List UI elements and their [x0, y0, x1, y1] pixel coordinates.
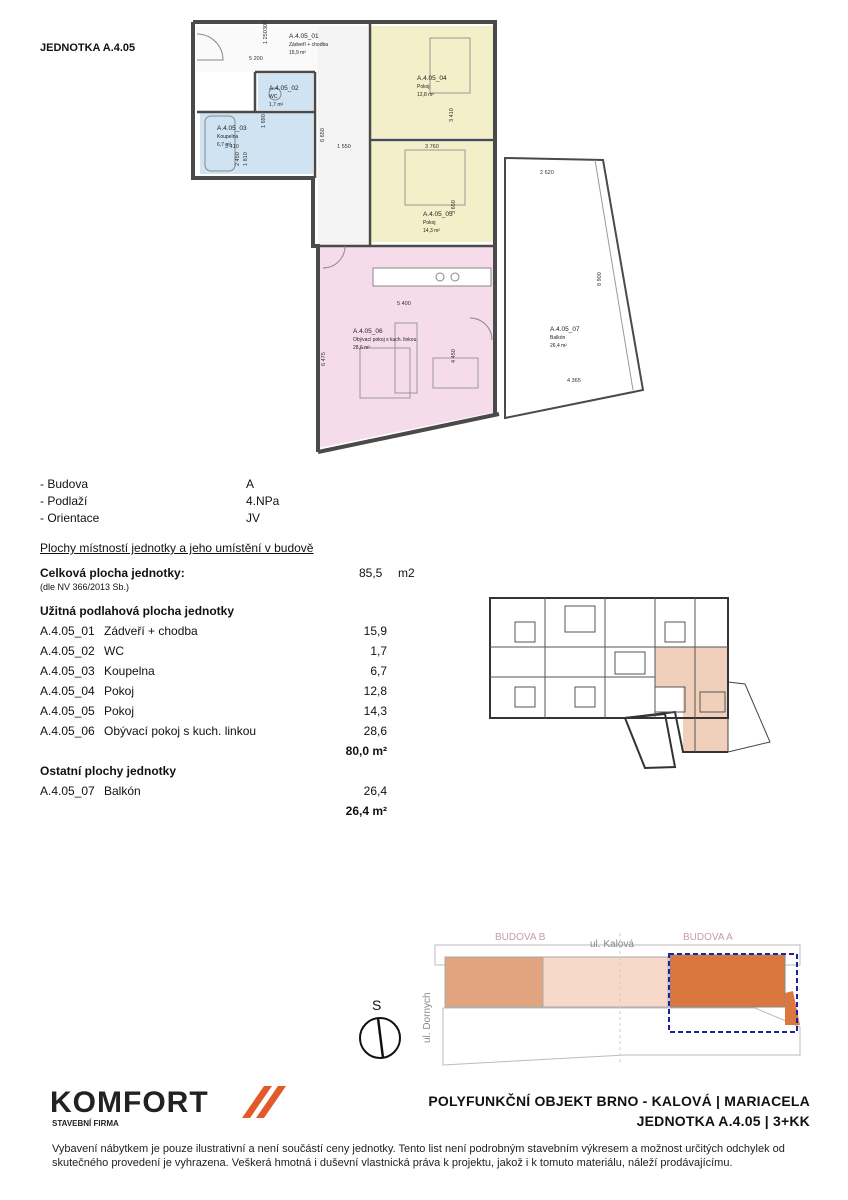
room-04-name: Pokoj	[417, 84, 430, 90]
dim-label: 6 650	[320, 128, 326, 142]
room-05-area: 14,3 m²	[423, 228, 440, 234]
area-row	[40, 684, 420, 704]
other-heading: Ostatní plochy jednotky	[40, 764, 177, 778]
dim-label: 1 250	[263, 30, 269, 44]
room-07-name: Balkón	[550, 335, 566, 341]
dim-label: 5 400	[397, 301, 411, 307]
dim-label: 4 365	[567, 378, 581, 384]
area-row-value: 12,8	[363, 684, 387, 698]
dim-label: 3 410	[225, 144, 239, 150]
area-row	[40, 724, 420, 744]
info-row-building: - Budova A	[40, 477, 255, 491]
area-row-value: 14,3	[363, 704, 387, 718]
usable-sum: 80,0 m²	[345, 744, 387, 758]
area-row	[40, 784, 420, 804]
wc-area	[258, 74, 313, 110]
room-06-name: Obývací pokoj s kuch. linkou	[353, 337, 417, 343]
room-02-area: 1,7 m²	[269, 102, 284, 108]
street-kalova-label: ul. Kalová	[590, 939, 634, 950]
logo-tagline: STAVEBNÍ FIRMA	[52, 1119, 119, 1128]
area-row-id: A.4.05_06	[40, 724, 95, 738]
info-row-floor: - Podlaží 4.NPa	[40, 494, 280, 508]
area-row-value: 1,7	[370, 644, 387, 658]
dim-label: 6 475	[321, 352, 327, 366]
dim-label: 3 760	[425, 144, 439, 150]
komfort-logo	[50, 1082, 310, 1128]
area-row-id: A.4.05_01	[40, 624, 95, 638]
area-row-name: Balkón	[104, 784, 141, 798]
room-02-code: A.4.05_02	[269, 85, 299, 92]
dim-label: 4 450	[451, 349, 457, 363]
dim-label: 1 810	[243, 152, 249, 166]
building-key-plan	[485, 592, 775, 772]
building-b-label: BUDOVA B	[495, 932, 546, 943]
total-note: (dle NV 366/2013 Sb.)	[40, 582, 130, 592]
area-row-value: 6,7	[370, 664, 387, 678]
street-dornych-label: ul. Dornych	[422, 992, 433, 1043]
room-01-area: 15,9 m²	[289, 50, 306, 56]
unit-title: JEDNOTKA A.4.05	[40, 42, 136, 54]
room-06-code: A.4.05_06	[353, 328, 383, 335]
area-row-id: A.4.05_04	[40, 684, 95, 698]
area-row	[40, 704, 420, 724]
unit-subtitle: JEDNOTKA A.4.05 | 3+KK	[636, 1113, 810, 1129]
building-a-label: BUDOVA A	[683, 932, 733, 943]
room-01-name: Zádveří + chodba	[289, 42, 329, 48]
section-title: Plochy místností jednotky a jeho umístění v budově	[40, 541, 314, 555]
area-row-id: A.4.05_02	[40, 644, 95, 658]
dim-label: 2 450	[235, 152, 241, 166]
area-row-name: WC	[104, 644, 124, 658]
project-title: POLYFUNKČNÍ OBJEKT BRNO - KALOVÁ | MARIACELA	[428, 1093, 810, 1109]
site-plan	[415, 925, 815, 1070]
dim-label: 1 690	[261, 114, 267, 128]
footer-title	[428, 1091, 810, 1131]
area-row-value: 15,9	[363, 624, 387, 638]
other-sum: 26,4 m²	[345, 804, 387, 818]
room-04-code: A.4.05_04	[417, 75, 447, 82]
logo-name: KOMFORT	[50, 1086, 209, 1119]
area-row-name: Zádveří + chodba	[104, 624, 198, 638]
dim-label: 2 620	[540, 170, 554, 176]
info-row-orientation: - Orientace JV	[40, 511, 261, 525]
room-02-name: WC	[269, 94, 278, 100]
room-07-code: A.4.05_07	[550, 326, 580, 333]
room-05-code: A.4.05_05	[423, 211, 453, 218]
dim-label: 1 550	[337, 144, 351, 150]
room-03-area: 6,7 m²	[217, 142, 232, 148]
room-04-area	[370, 26, 495, 138]
usable-heading: Užitná podlahová plocha jednotky	[40, 604, 235, 618]
floor-plan	[185, 18, 655, 478]
total-row: Celková plocha jednotky: 85,5 m2	[40, 566, 415, 580]
room-01-code: A.4.05_01	[289, 33, 319, 40]
area-row-id: A.4.05_07	[40, 784, 95, 798]
north-compass-icon	[350, 992, 410, 1062]
compass-label: S	[372, 997, 382, 1013]
area-row-id: A.4.05_03	[40, 664, 95, 678]
area-row-id: A.4.05_05	[40, 704, 95, 718]
area-table	[40, 566, 420, 824]
dim-label: 5 200	[249, 56, 263, 62]
unit-info	[40, 476, 400, 527]
dim-label: 3 650	[451, 200, 457, 214]
disclaimer-text: Vybavení nábytkem je pouze ilustrativní a není součástí ceny jednotky. Tento list není podrobným stavebním výkresem a možnost určitých odchylek od skutečného provedení je vyhrazena. Veškerá hmotná i duševní vlastnická práva k projektu, jakož i k tomuto materiálu, náleží prodávajícímu.	[52, 1143, 785, 1169]
dim-label: 8 900	[597, 272, 603, 286]
room-05-name: Pokoj	[423, 220, 436, 226]
room-06-area: 28,6 m²	[353, 345, 370, 351]
area-row	[40, 624, 420, 644]
area-row-name: Obývací pokoj s kuch. linkou	[104, 724, 257, 738]
room-03-name: Koupelna	[217, 134, 239, 140]
area-row-value: 28,6	[363, 724, 387, 738]
area-row-name: Pokoj	[104, 704, 135, 718]
area-row-value: 26,4	[363, 784, 387, 798]
area-row	[40, 644, 420, 664]
room-07-area: 26,4 m²	[550, 343, 567, 349]
dim-label: 3 410	[449, 108, 455, 122]
room-03-code: A.4.05_03	[217, 125, 247, 132]
dim-label: 300	[263, 20, 269, 30]
room-04-area: 12,8 m²	[417, 92, 434, 98]
area-row-name: Koupelna	[104, 664, 155, 678]
area-row-name: Pokoj	[104, 684, 135, 698]
area-row	[40, 664, 420, 684]
room-05-area	[370, 142, 495, 242]
